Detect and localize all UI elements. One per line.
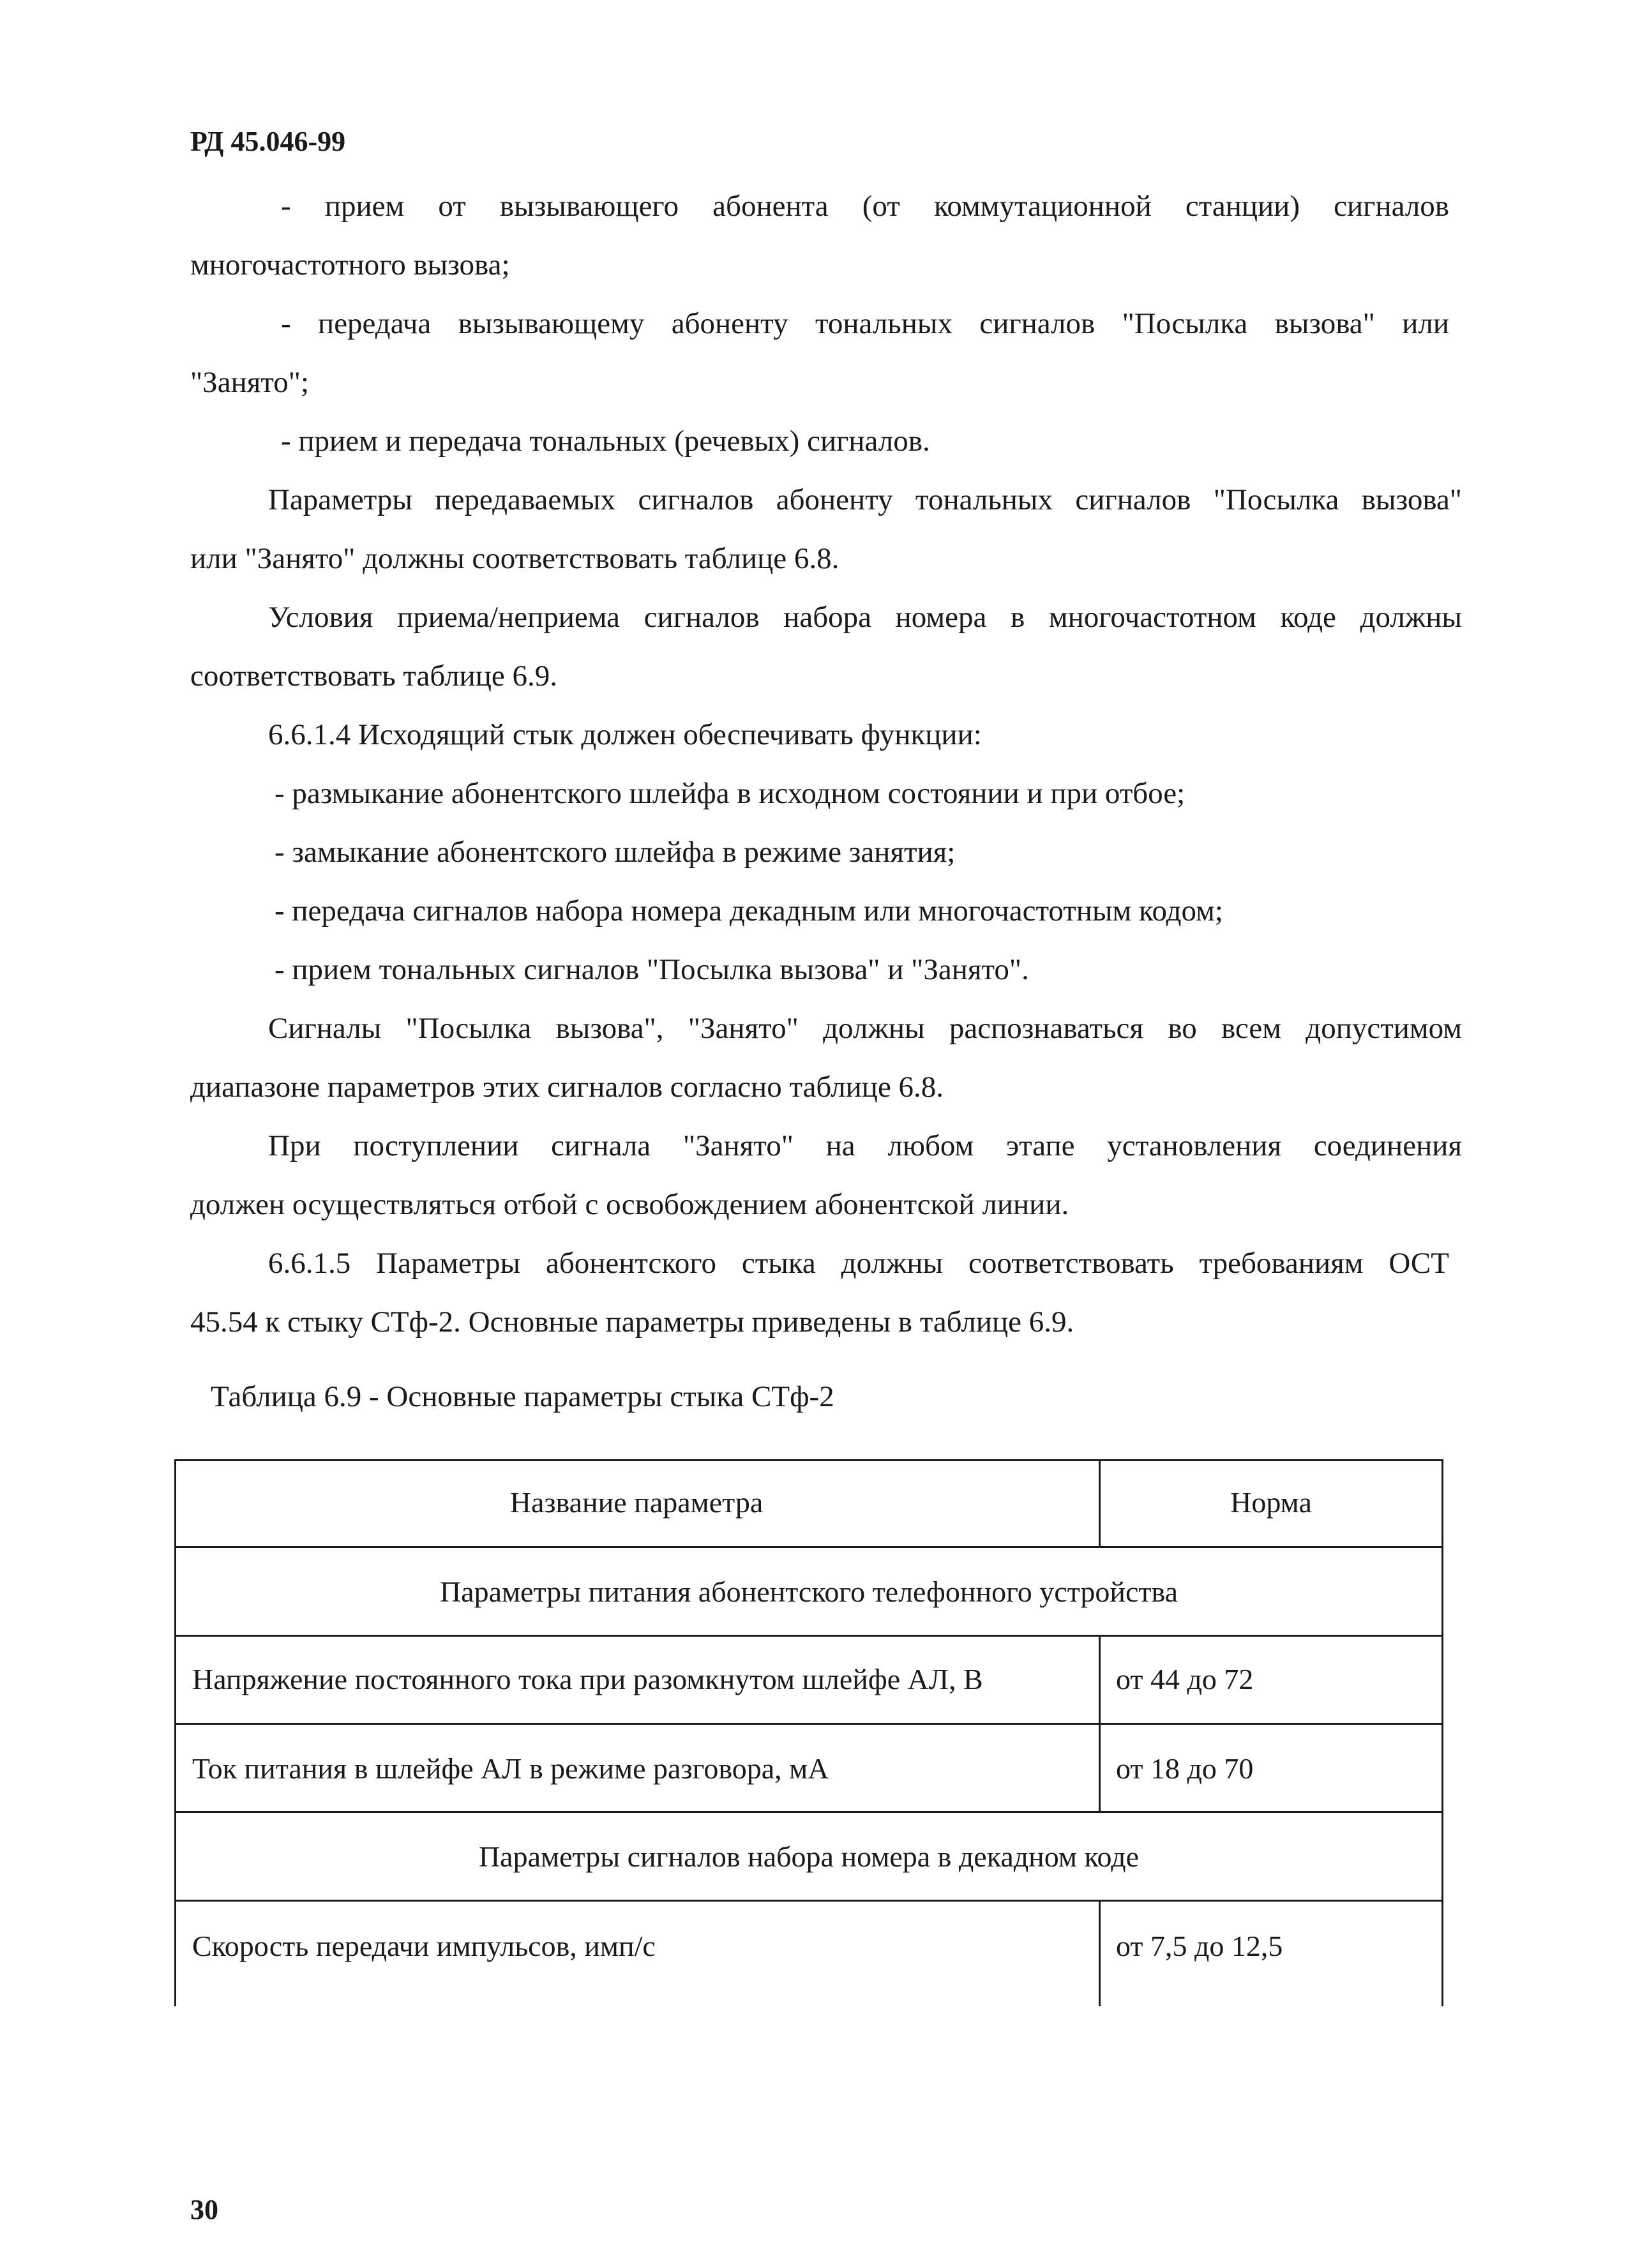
row-divider [174, 1546, 1443, 1548]
table-border-top [174, 1459, 1443, 1461]
row-divider [174, 1635, 1443, 1637]
table-cell-parameter: Ток питания в шлейфе АЛ в режиме разговора, мА [192, 1752, 829, 1785]
paragraph-line: - замыкание абонентского шлейфа в режиме занятия; [275, 836, 956, 869]
paragraph-line: - передача вызывающему абоненту тональных сигналов "Посылка вызова" или [281, 307, 1449, 340]
table-border-left [174, 1459, 176, 2006]
document-code: РД 45.046-99 [190, 126, 346, 157]
page-number: 30 [190, 2194, 218, 2225]
paragraph-line: При поступлении сигнала "Занято" на любом этапе установления соединения [268, 1129, 1462, 1162]
paragraph-line: 6.6.1.5 Параметры абонентского стыка должны соответствовать требованиям ОСТ [268, 1247, 1449, 1280]
paragraph-line: 6.6.1.4 Исходящий стык должен обеспечивать функции: [268, 718, 982, 751]
paragraph-line: Условия приема/неприема сигналов набора номера в многочастотном коде должны [268, 601, 1462, 634]
table-cell-norm: от 44 до 72 [1116, 1663, 1254, 1695]
paragraph-line: 45.54 к стыку СТф-2. Основные параметры приведены в таблице 6.9. [190, 1305, 1074, 1339]
paragraph-line: диапазоне параметров этих сигналов согласно таблице 6.8. [190, 1070, 944, 1104]
table-border-right [1442, 1459, 1443, 2006]
paragraph-line: - прием от вызывающего абонента (от коммутационной станции) сигналов [281, 190, 1449, 223]
section-row-power: Параметры питания абонентского телефонного устройства [439, 1575, 1178, 1608]
section-row-dialing: Параметры сигналов набора номера в декадном коде [478, 1840, 1140, 1873]
header-cell-parameter: Название параметра [509, 1486, 764, 1519]
parameters-table [174, 1459, 1443, 2006]
paragraph-line: или "Занято" должны соответствовать таблице 6.8. [190, 542, 839, 575]
table-cell-norm: от 7,5 до 12,5 [1116, 1930, 1283, 1962]
header-cell-norm: Норма [1230, 1486, 1312, 1519]
paragraph-line: - размыкание абонентского шлейфа в исходном состоянии и при отбое; [275, 777, 1186, 810]
column-divider [1099, 1900, 1101, 2006]
paragraph-line: должен осуществляться отбой с освобождением абонентской линии. [190, 1188, 1069, 1221]
paragraph-line: Сигналы "Посылка вызова", "Занято" должны распознаваться во всем допустимом [268, 1012, 1462, 1045]
paragraph-line: соответствовать таблице 6.9. [190, 659, 557, 693]
row-divider [174, 1900, 1443, 1902]
row-divider [174, 1811, 1443, 1813]
table-caption: Таблица 6.9 - Основные параметры стыка СТф-2 [211, 1380, 834, 1413]
row-divider [174, 1723, 1443, 1725]
paragraph-line: "Занято"; [190, 366, 310, 399]
table-cell-parameter: Скорость передачи импульсов, имп/с [192, 1930, 656, 1962]
paragraph-line: - передача сигналов набора номера декадным или многочастотным кодом; [275, 894, 1223, 927]
paragraph-line: Параметры передаваемых сигналов абоненту тональных сигналов "Посылка вызова" [268, 483, 1462, 516]
paragraph-line: - прием тональных сигналов "Посылка вызова" и "Занято". [275, 953, 1029, 986]
paragraph-line: многочастотного вызова; [190, 248, 510, 282]
table-cell-parameter: Напряжение постоянного тока при разомкнутом шлейфе АЛ, В [192, 1663, 983, 1695]
paragraph-line: - прием и передача тональных (речевых) сигналов. [281, 424, 930, 458]
table-cell-norm: от 18 до 70 [1116, 1752, 1254, 1785]
